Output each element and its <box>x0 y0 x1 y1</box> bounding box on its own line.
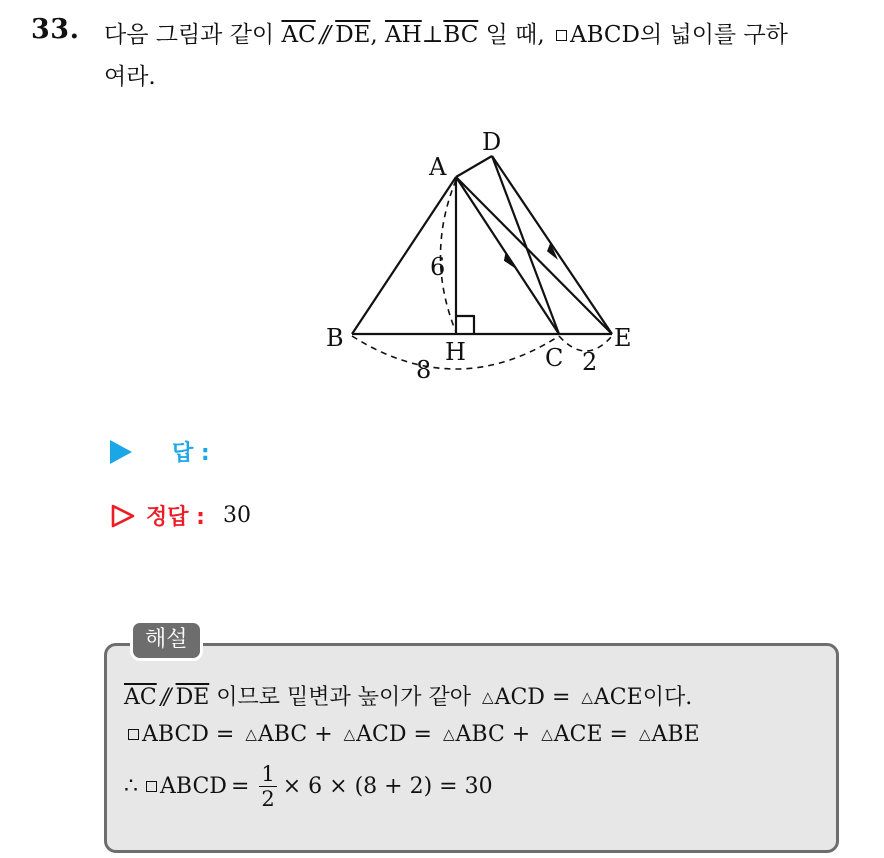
perpendicular-symbol: ⊥ <box>421 22 444 48</box>
question-text-1: 다음 그림과 같이 <box>104 22 275 48</box>
triangle-ace-2: ACE <box>553 722 603 747</box>
segment-de-line <box>492 156 612 334</box>
answer-label: 답 : <box>172 441 210 466</box>
solution-line-1 <box>124 680 692 711</box>
solution-segment-de: $\overline{DE}$ <box>175 685 210 710</box>
segment-dc-line <box>492 156 559 334</box>
vertex-b-label: B <box>326 324 344 352</box>
fraction-numerator: 1 <box>261 762 275 786</box>
equals-sign-2: = <box>230 774 250 799</box>
equals-sign: = <box>551 685 571 710</box>
therefore-symbol: ∴ <box>124 774 138 799</box>
play-outline-icon <box>110 503 136 529</box>
play-icon <box>110 440 132 464</box>
vertex-h-label: H <box>445 338 466 366</box>
quadrilateral-icon <box>128 729 139 740</box>
triangle-acd: ACD <box>494 685 545 710</box>
question-text-3: 의 넓이를 구하 <box>639 22 788 48</box>
triangle-icon: △ <box>482 688 494 706</box>
length-ah-label: 6 <box>430 253 446 281</box>
triangle-icon: △ <box>638 725 651 743</box>
solution-text-1: 이므로 밑변과 높이가 같아 <box>216 685 472 710</box>
triangle-ace: ACE <box>593 685 643 710</box>
vertex-c-label: C <box>545 344 564 372</box>
fraction-one-half <box>259 762 276 811</box>
solution-tag: 해설 <box>130 620 203 661</box>
solution-text-end: 이다. <box>642 685 693 710</box>
triangle-icon: △ <box>581 688 593 706</box>
length-ce-label: 2 <box>582 348 598 376</box>
fraction-denominator: 2 <box>261 787 275 811</box>
vertex-a-label: A <box>429 153 447 181</box>
length-bc-label: 8 <box>416 356 432 384</box>
segment-ae-line <box>456 177 612 334</box>
vertex-d-label: D <box>482 128 502 156</box>
vertex-e-label: E <box>614 324 632 352</box>
triangle-acd-2: ACD <box>356 722 407 747</box>
correct-answer-value: 30 <box>222 503 251 528</box>
segment-ah: $\overline{AH}$ <box>385 22 422 48</box>
correct-answer-row <box>110 500 251 531</box>
solution-box <box>104 643 839 853</box>
triangle-abc-2: ABC <box>455 722 505 747</box>
question-text-4: 여라. <box>104 64 156 90</box>
answer-row <box>110 436 210 467</box>
comma: , <box>370 22 378 48</box>
triangle-icon: △ <box>541 725 553 743</box>
question-line-1 <box>104 16 788 49</box>
parallel-symbol: // <box>319 22 328 48</box>
segment-ad-line <box>456 156 492 177</box>
solution-segment-ac: $\overline{AC}$ <box>124 685 157 710</box>
solution-expression: × 6 × (8 + 2) = 30 <box>282 774 493 799</box>
question-number: 33. <box>31 14 80 45</box>
solution-line-3 <box>124 762 493 811</box>
segment-ac: $\overline{AC}$ <box>281 22 316 48</box>
correct-answer-label: 정답 : <box>146 505 205 530</box>
right-angle-mark <box>456 316 474 334</box>
triangle-abe: ABE <box>651 722 700 747</box>
quad-abcd-2: ABCD <box>160 774 227 799</box>
quadrilateral-icon <box>556 30 567 41</box>
segment-bc: $\overline{BC}$ <box>443 22 479 48</box>
segment-ac-line <box>456 177 559 334</box>
solution-line-2: ABCD = △ABC + △ACD = △ABC + △ACE = △ABE <box>124 722 700 747</box>
triangle-icon: △ <box>245 725 257 743</box>
geometry-figure <box>320 120 650 390</box>
quadrilateral-name: ABCD <box>569 22 640 48</box>
question-text-2: 일 때, <box>485 22 545 48</box>
triangle-icon: △ <box>442 725 455 743</box>
triangle-abc: ABC <box>257 722 308 747</box>
triangle-icon: △ <box>343 725 356 743</box>
arrow-on-ac <box>504 253 516 269</box>
segment-de: $\overline{DE}$ <box>335 22 371 48</box>
quad-abcd: ABCD <box>142 722 209 747</box>
quadrilateral-icon <box>146 781 157 792</box>
solution-parallel-symbol: // <box>160 685 168 710</box>
